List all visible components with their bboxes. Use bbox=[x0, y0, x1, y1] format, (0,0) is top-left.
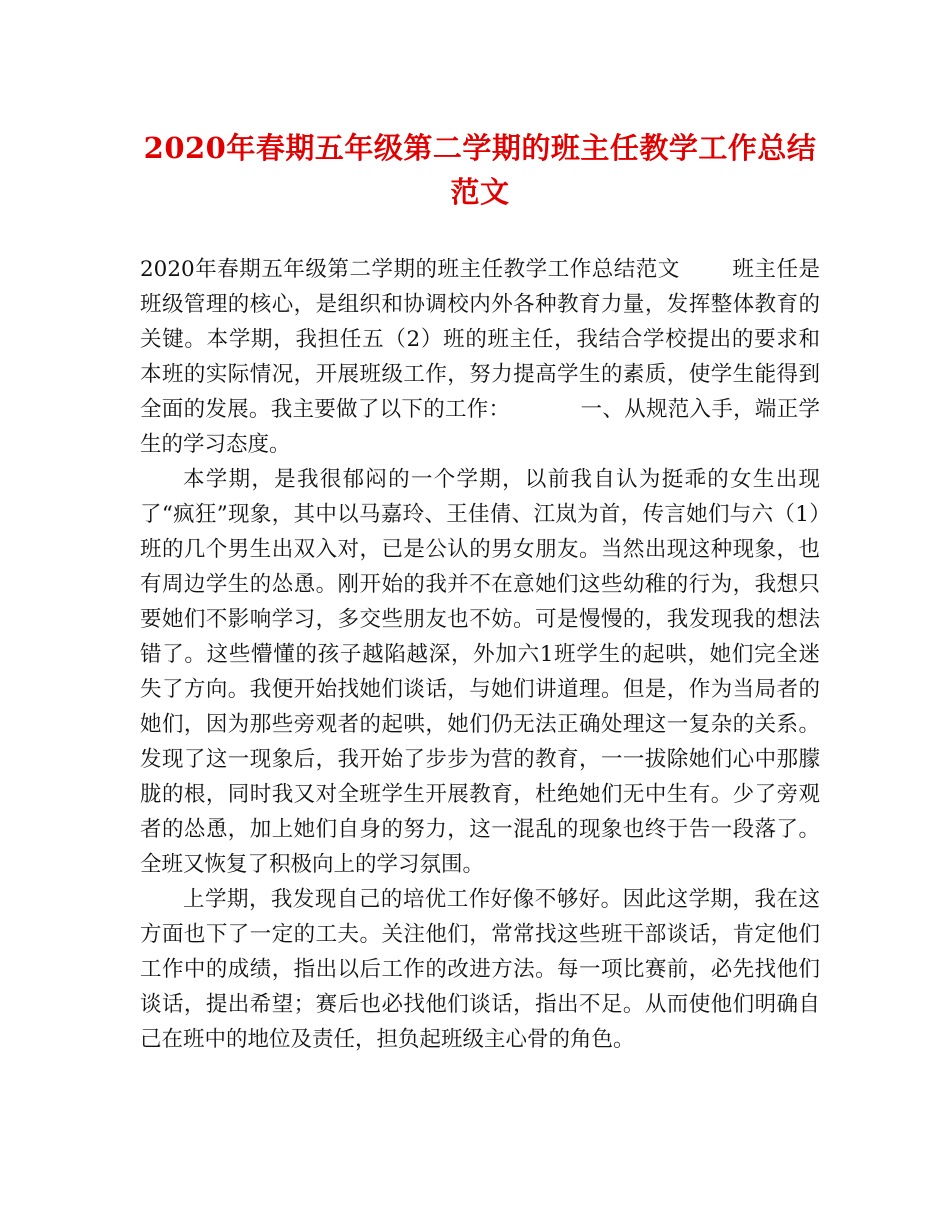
section-heading: 一、从规范入手，端正学生的学习态度。 bbox=[140, 397, 820, 457]
intro-lead: 2020年春期五年级第二学期的班主任教学工作总结范文 bbox=[140, 257, 680, 282]
document-body bbox=[140, 252, 820, 1057]
intro-paragraph bbox=[140, 252, 820, 462]
intro-text: 班主任是班级管理的核心，是组织和协调校内外各种教育力量，发挥整体教育的关键。本学期，我担任五（2）班的班主任，我结合学校提出的要求和本班的实际情况，开展班级工作，努力提高学生的素质，使学生能得到全面的发展。我主要做了以下的工作： bbox=[140, 257, 820, 422]
body-paragraph-2: 上学期，我发现自己的培优工作好像不够好。因此这学期，我在这方面也下了一定的工夫。关注他们，常常找这些班干部谈话，肯定他们工作中的成绩，指出以后工作的改进方法。每一项比赛前，必先找他们谈话，提出希望；赛后也必找他们谈话，指出不足。从而使他们明确自己在班中的地位及责任，担负起班级主心骨的角色。 bbox=[140, 887, 820, 1052]
document-title: 2020年春期五年级第二学期的班主任教学工作总结范文 bbox=[143, 131, 817, 209]
body-paragraph-1: 本学期，是我很郁闷的一个学期，以前我自认为挺乖的女生出现了“疯狂”现象，其中以马嘉玲、王佳倩、江岚为首，传言她们与六（1）班的几个男生出双入对，已是公认的男女朋友。当然出现这种现象，也有周边学生的怂恿。刚开始的我并不在意她们这些幼稚的行为，我想只要她们不影响学习，多交些朋友也不妨。可是慢慢的，我发现我的想法错了。这些懵懂的孩子越陷越深，外加六1班学生的起哄，她们完全迷失了方向。我便开始找她们谈话，与她们讲道理。但是，作为当局者的她们，因为那些旁观者的起哄，她们仍无法正确处理这一复杂的关系。发现了这一现象后，我开始了步步为营的教育，一一拔除她们心中那朦胧的根，同时我又对全班学生开展教育，杜绝她们无中生有。少了旁观者的怂恿，加上她们自身的努力，这一混乱的现象也终于告一段落了。全班又恢复了积极向上的学习氛围。 bbox=[140, 467, 820, 877]
